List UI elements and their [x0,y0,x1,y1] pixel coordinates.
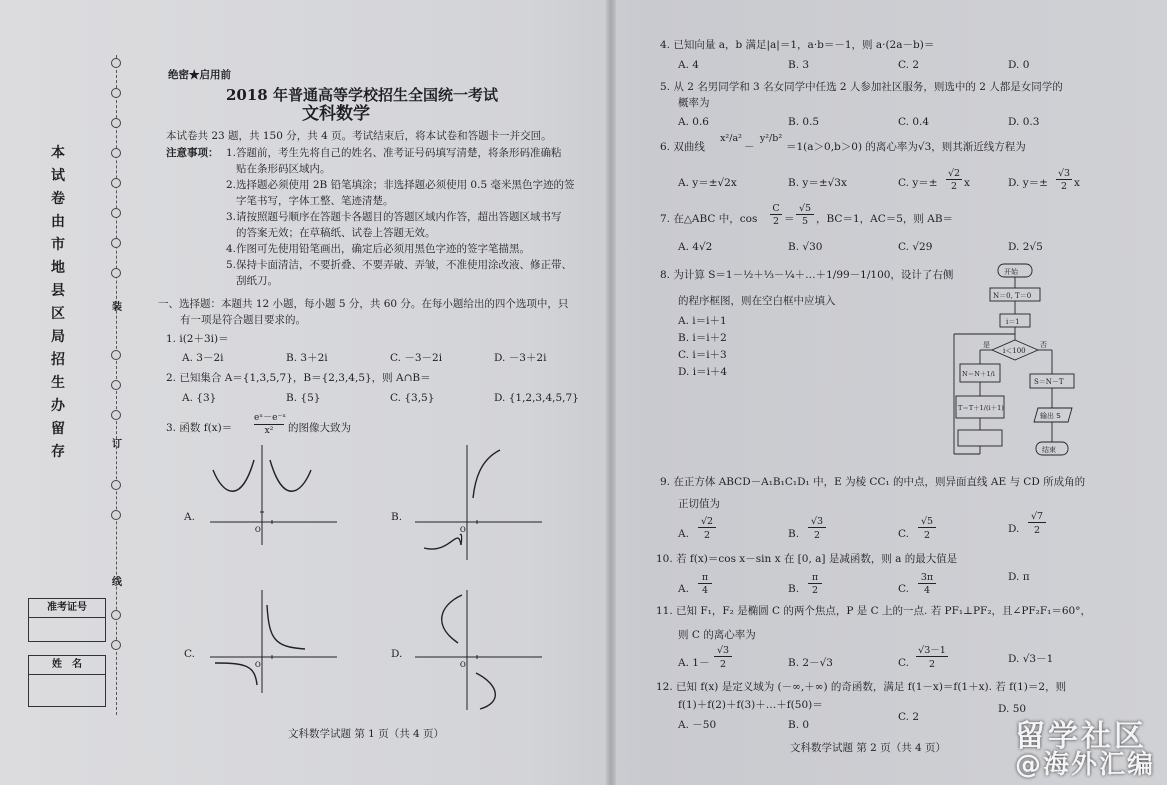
q11-option-c-num: √3－1 [916,645,948,657]
q1-option-c: C. －3－2i [390,352,443,364]
q6-option-d-den: 2 [1060,181,1068,192]
q3-option-b: B. [391,511,403,523]
q9-stem: 9. 在正方体 ABCD－A₁B₁C₁D₁ 中，E 为棱 CC₁ 的中点，则异面直线 AE 与 CD 所成角的 [660,476,1086,488]
name-label: 姓 名 [29,656,105,675]
flow-s-assign: S＝N－T [1034,378,1064,386]
q3-option-d: D. [391,648,403,660]
q12-option-a: A. －50 [678,719,717,731]
q6-option-c-den: 2 [950,181,958,192]
svg-text:O: O [255,661,261,669]
q10-stem: 10. 若 f(x)＝cos x－sin x 在 [0, a] 是减函数，则 a 的最大值是 [656,553,958,565]
binding-char: 装 [112,302,122,313]
q12-option-b: B. 0 [788,719,810,731]
q4-option-c: C. 2 [898,59,920,71]
vertical-char: 办 [51,398,65,414]
vertical-char: 留 [51,421,65,437]
page-footer-2: 文科数学试题 第 2 页（共 4 页） [790,742,947,754]
binding-hole [111,178,121,188]
vertical-char: 本 [51,145,65,161]
q6-option-c-post: x [964,177,970,189]
q9-option-b-den: 2 [813,530,821,541]
binding-hole [111,88,121,98]
q7-equals: ＝ [784,213,795,225]
q9-option-c-label: C. [898,528,909,540]
q9-option-d-num: √7 [1028,511,1046,523]
q9-option-d-den: 2 [1033,525,1041,536]
q8-option-d: D. i＝i＋4 [678,366,728,378]
q11-stem: 11. 已知 F₁，F₂ 是椭圆 C 的两个焦点，P 是 C 上的一点. 若 PF₁⊥PF₂，且∠PF₂F₁＝60°， [656,605,1091,617]
q7-frac2-num: √5 [796,203,814,215]
notice-label: 注意事项： [166,147,219,159]
q1-option-a: A. 3－2i [182,352,224,364]
graph-a [205,440,345,550]
q3-fraction-den: x² [264,426,274,436]
binding-hole [111,208,121,218]
q12-stem-cont: f(1)＋f(2)＋f(3)＋…＋f(50)＝ [678,699,823,711]
q11-option-c-label: C. [898,657,909,669]
note-line: 5.保持卡面清洁，不要折叠、不要弄破、弄皱，不准使用涂改液、修正带、 [226,259,573,271]
svg-text:O: O [255,526,261,534]
binding-hole [111,58,121,68]
q11-option-d: D. √3－1 [1008,653,1054,665]
vertical-char: 局 [51,329,65,345]
q2-option-c: C. {3,5} [390,392,435,404]
q1-option-b: B. 3＋2i [286,352,328,364]
q4-option-b: B. 3 [788,59,810,71]
q12-stem: 12. 已知 f(x) 是定义域为 (－∞,＋∞) 的奇函数，满足 f(1－x)＝f(1＋x). 若 f(1)＝2，则 [656,681,1067,693]
note-line: 2.选择题必须使用 2B 铅笔填涂；非选择题必须使用 0.5 毫米黑色字迹的签 [226,179,575,191]
binding-hole [111,380,121,390]
q9-option-a-label: A. [678,528,689,540]
q6-option-c-pre: C. y＝± [898,177,938,189]
q9-option-a-den: 2 [703,530,711,541]
q9-option-d-label: D. [1008,523,1020,535]
q10-option-d: D. π [1008,571,1030,583]
q6-option-d-pre: D. y＝± [1008,177,1048,189]
q7-frac1-num: C [770,203,782,215]
q5-option-b: B. 0.5 [788,116,820,128]
q9-option-a-num: √2 [698,516,716,528]
note-line: 刮纸刀。 [236,275,278,287]
section-header-cont: 有一项是符合题目要求的。 [180,314,306,326]
vertical-char: 试 [51,168,65,184]
note-line: 的答案无效；在草稿纸、试卷上答题无效。 [236,227,436,239]
q9-option-c-den: 2 [923,530,931,541]
q9-stem-cont: 正切值为 [678,498,720,510]
graph-c [205,585,345,700]
q6-option-d-num: √3 [1057,168,1071,179]
q10-option-a-num: π [698,572,712,584]
binding-hole [111,118,121,128]
q11-option-a-label: A. 1－ [678,657,710,669]
q7-option-c: C. √29 [898,241,933,253]
vertical-char: 地 [51,260,65,276]
q11-option-b: B. 2－√3 [788,657,833,669]
q6-stem-post: ＝1(a＞0,b＞0) 的离心率为√3，则其渐近线方程为 [786,141,1026,153]
q2-option-d: D. {1,2,3,4,5,7} [494,392,579,404]
note-line: 1.答题前，考生先将自己的姓名、准考证号码填写清楚，将条形码准确粘 [226,147,562,159]
binding-hole [111,350,121,360]
exam-subtitle: 文科数学 [302,104,370,124]
flow-i-init: i＝1 [1006,318,1020,326]
vertical-char: 生 [51,375,65,391]
page-footer-1: 文科数学试题 第 1 页（共 4 页） [288,728,445,740]
q11-option-c-den: 2 [928,659,936,670]
section-header: 一、选择题：本题共 12 小题，每小题 5 分，共 60 分。在每小题给出的四个选项中，只 [158,298,569,310]
q2-option-a: A. {3} [182,392,217,404]
q7-stem-post: ，BC＝1，AC＝5，则 AB＝ [816,213,954,225]
binding-hole [111,238,121,248]
q10-option-a-den: 4 [701,585,709,596]
vertical-notice [48,142,68,464]
vertical-char: 由 [51,214,65,230]
flow-t-update: T＝T＋1/(i＋1) [958,404,1004,412]
q10-option-c-num: 3π [918,572,936,584]
svg-text:O: O [460,661,466,669]
q6-stem-pre: 6. 双曲线 [660,141,705,153]
q9-option-b-num: √3 [808,516,826,528]
name-box [28,655,106,707]
q6-fraction-1: x²/a² [720,133,742,144]
vertical-char: 招 [51,352,65,368]
q3-option-c: C. [184,648,195,660]
q6-option-c-num: √2 [947,168,961,179]
q7-option-d: D. 2√5 [1008,241,1043,253]
q8-stem: 8. 为计算 S＝1－½＋⅓－¼＋…＋1/99－1/100，设计了右侧 [660,269,954,281]
q3-stem-pre: 3. 函数 f(x)＝ [166,422,233,434]
secret-label: 绝密★启用前 [168,69,231,81]
svg-text:O: O [460,526,466,534]
page-two [610,0,1167,785]
exam-id-box [28,598,106,642]
q2-stem: 2. 已知集合 A＝{1,3,5,7}，B＝{2,3,4,5}，则 A∩B＝ [166,372,431,384]
q10-option-a-label: A. [678,583,689,595]
binding-hole [111,510,121,520]
q6-option-a: A. y＝±√2x [678,177,737,189]
q7-option-b: B. √30 [788,241,823,253]
binding-char: 订 [112,439,122,450]
flow-start: 开始 [1004,268,1018,276]
q7-frac1-den: 2 [772,216,780,227]
q10-option-c-label: C. [898,583,909,595]
q10-option-b-num: π [808,572,822,584]
q3-fraction-num: eˣ－e⁻ˣ [254,413,287,423]
intro-text: 本试卷共 23 题，共 150 分，共 4 页。考试结束后，将本试卷和答题卡一并交回。 [166,130,552,142]
q6-option-b: B. y＝±√3x [788,177,847,189]
q5-stem-cont: 概率为 [678,97,710,109]
binding-hole [111,148,121,158]
q1-option-d: D. －3＋2i [494,352,547,364]
flow-n-update: N＝N＋1/i [962,370,995,378]
note-line: 3.请按照题号顺序在答题卡各题目的答题区域内作答，超出答题区域书写 [226,211,562,223]
binding-hole [111,640,121,650]
q8-stem-cont: 的程序框图，则在空白框中应填入 [678,295,836,307]
q7-stem-pre: 7. 在△ABC 中，cos [660,213,758,225]
q7-option-a: A. 4√2 [678,241,713,253]
watermark-title: 留学社区 [1015,719,1147,754]
watermark-handle: @海外汇编 [1014,750,1155,780]
q8-option-b: B. i＝i＋2 [678,332,727,344]
q5-option-a: A. 0.6 [678,116,709,128]
binding-hole [111,410,121,420]
q10-option-c-den: 4 [923,585,931,596]
q2-option-b: B. {5} [286,392,321,404]
vertical-char: 县 [51,283,65,299]
q9-option-b-label: B. [788,528,800,540]
q12-option-d: D. 50 [998,703,1027,715]
q6-minus: － [744,141,755,153]
binding-char: 线 [112,577,122,588]
binding-hole [111,268,121,278]
note-line: 4.作图可先使用铅笔画出，确定后必须用黑色字迹的签字笔描黑。 [226,243,531,255]
q12-option-c: C. 2 [898,711,920,723]
flow-no: 否 [1040,341,1047,349]
graph-b [410,440,550,565]
q8-option-a: A. i＝i＋1 [678,315,727,327]
vertical-char: 存 [51,444,65,460]
q10-option-b-label: B. [788,583,800,595]
q5-stem: 5. 从 2 名男同学和 3 名女同学中任选 2 人参加社区服务，则选中的 2 人都是女同学的 [660,81,1063,93]
vertical-char: 区 [51,306,65,322]
q11-stem-cont: 则 C 的离心率为 [678,629,756,641]
q5-option-c: C. 0.4 [898,116,930,128]
flow-end: 结束 [1042,446,1056,454]
q3-stem-post: 的图像大致为 [288,422,351,434]
binding-hole [111,610,121,620]
q8-option-c: C. i＝i＋3 [678,349,727,361]
exam-title: 2018 年普通高等学校招生全国统一考试 [226,86,498,104]
q1-stem: 1. i(2＋3i)＝ [166,333,229,345]
flow-output: 输出 S [1040,412,1061,420]
q11-option-a-num: √3 [714,645,732,657]
q11-option-a-den: 2 [719,659,727,670]
vertical-char: 卷 [51,191,65,207]
q7-frac2-den: 5 [801,216,809,227]
q6-option-d-post: x [1074,177,1080,189]
q9-option-c-num: √5 [918,516,936,528]
graph-d [410,585,550,715]
flow-condition: i＜100 [1003,347,1026,355]
note-line: 贴在条形码区域内。 [236,163,331,175]
note-line: 字笔书写，字体工整、笔迹清楚。 [236,195,394,207]
q4-option-d: D. 0 [1008,59,1030,71]
q6-fraction-2: y²/b² [759,133,783,144]
flow-init: N＝0, T＝0 [993,292,1032,300]
flow-yes: 是 [983,341,990,349]
vertical-char: 市 [51,237,65,253]
q4-stem: 4. 已知向量 a，b 满足|a|＝1，a·b＝－1，则 a·(2a－b)＝ [660,39,935,51]
flowchart [950,262,1090,462]
q10-option-b-den: 2 [811,585,819,596]
exam-id-label: 准考证号 [29,599,105,618]
q4-option-a: A. 4 [678,59,699,71]
q5-option-d: D. 0.3 [1008,116,1040,128]
binding-hole [111,480,121,490]
q3-option-a: A. [184,511,195,523]
